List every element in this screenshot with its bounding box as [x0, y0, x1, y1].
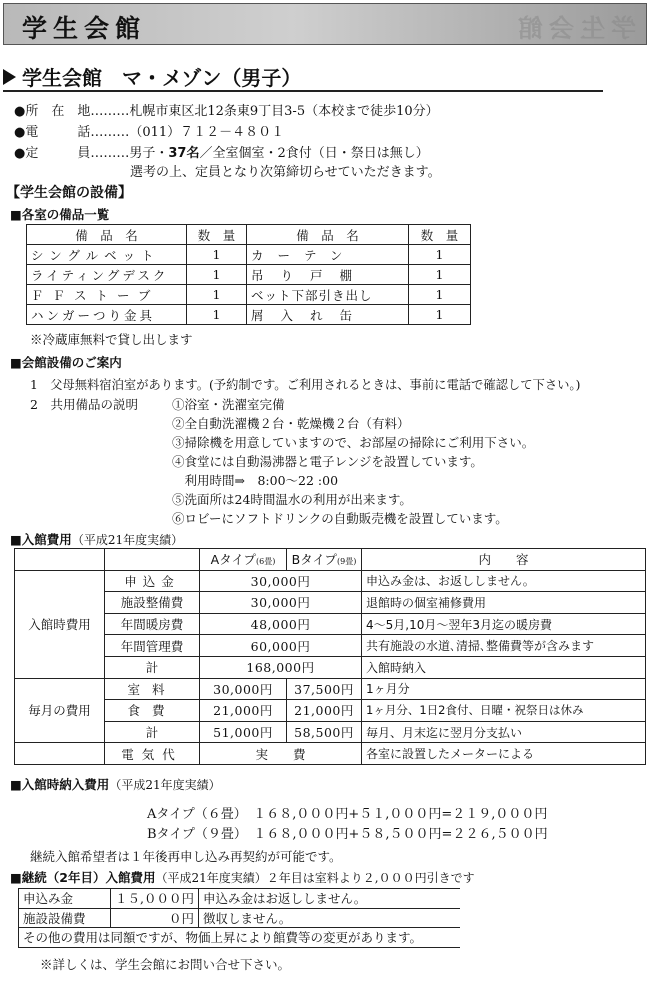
table-cell: ライティングデスク: [27, 265, 187, 285]
table-cell: 1: [409, 285, 471, 305]
entry-b-line: Bタイプ（９畳） １６８,０００円+５８,５００円=２２６,５００円: [147, 827, 548, 842]
table-cell: 実 費: [200, 743, 362, 765]
table-cell: 168,000円: [200, 656, 362, 678]
group-label: 毎月の費用: [15, 678, 105, 743]
table-header-cell: [105, 549, 200, 571]
table-cell: 51,000円: [200, 721, 287, 743]
equipment-table: [26, 224, 471, 325]
table-cell: 21,000円: [287, 700, 362, 722]
table-header-cell: [287, 549, 362, 571]
table-row: [15, 635, 646, 657]
table-row: [15, 678, 646, 700]
triangle-icon: [3, 69, 16, 85]
table-cell: 58,500円: [287, 721, 362, 743]
table-cell: 4～5月,10月～翌年3月迄の暖房費: [362, 613, 646, 635]
table-cell: 毎月、月末迄に翌月分支払い: [362, 721, 646, 743]
table-row: [27, 245, 471, 265]
phone-label: ●電 話………: [14, 125, 130, 140]
continuation-title: [10, 868, 475, 886]
table-cell: ０円: [111, 908, 199, 928]
table-cell: 計: [105, 656, 200, 678]
table-row: [15, 613, 646, 635]
capacity-note: 選考の上、定員となり次第締切らせていただきます。: [130, 165, 441, 180]
guide-line: ③掃除機を用意していますので、お部屋の掃除にご利用下さい。: [172, 435, 535, 450]
guide-line: ①浴室・洗濯室完備: [172, 397, 285, 412]
continuation-title-note: （平成21年度実績）２年目は室料より２,０００円引きです: [155, 871, 475, 885]
table-cell: 1: [187, 265, 247, 285]
table-header-cell: [200, 549, 287, 571]
table-cell: その他の費用は同額ですが、物価上昇により館費等の変更があります。: [19, 928, 461, 948]
entry-payment-title: [10, 775, 221, 793]
guide-line: 利用時間⇒ 8:00～22 :00: [172, 473, 339, 488]
table-header-cell: [15, 549, 105, 571]
table-cell: 施設設備費: [19, 908, 111, 928]
continuation-table: [18, 888, 460, 948]
equipment-list-title: ■各室の備品一覧: [10, 207, 110, 222]
table-cell: 退館時の個室補修費用: [362, 592, 646, 614]
header-ghost-title: 学生会館: [511, 14, 636, 43]
table-row: [15, 700, 646, 722]
table-header-row: [15, 549, 646, 571]
table-cell: 1: [187, 285, 247, 305]
equipment-section-title: 【学生会館の設備】: [6, 185, 132, 201]
header-band: [3, 3, 647, 45]
table-cell: 60,000円: [200, 635, 362, 657]
capacity-count: 37名: [168, 146, 200, 161]
table-header-cell: 備 品 名: [247, 225, 409, 245]
fees-title-text: ■入館費用: [10, 532, 72, 547]
table-cell: 1: [409, 265, 471, 285]
table-row: [15, 570, 646, 592]
table-cell: 1: [187, 305, 247, 325]
table-cell: ハンガーつり金具: [27, 305, 187, 325]
table-row: [15, 592, 646, 614]
table-cell: 申込み金はお返ししません。: [198, 889, 460, 909]
table-row: [15, 656, 646, 678]
table-row: [19, 908, 461, 928]
capacity-row: [14, 142, 429, 161]
table-row: [19, 889, 461, 909]
capacity-label: ●定 員………: [14, 146, 130, 161]
table-cell: 吊り戸棚: [247, 265, 409, 285]
table-cell: ベット下部引き出し: [247, 285, 409, 305]
table-cell: 37,500円: [287, 678, 362, 700]
table-cell: 30,000円: [200, 592, 362, 614]
capacity-pre: 男子・: [129, 146, 169, 161]
table-cell: 1ヶ月分、1日2食付、日曜・祝祭日は休み: [362, 700, 646, 722]
guide-line: ⑤洗面所は24時間温水の利用が出来ます。: [172, 492, 412, 507]
capacity-post: ／全室個室・2食付（日・祭日は無し）: [199, 146, 429, 161]
guide-line: ④食堂には自動湯沸器と電子レンジを設置しています。: [172, 454, 483, 469]
table-cell: 屑入れ缶: [247, 305, 409, 325]
table-cell: 48,000円: [200, 613, 362, 635]
table-cell: 施設整備費: [105, 592, 200, 614]
table-cell: 申込み金は、お返ししません。: [362, 570, 646, 592]
address-row: [14, 100, 439, 119]
guide-line: ⑥ロビーにソフトドリンクの自動販売機を設置しています。: [172, 511, 508, 526]
table-header-cell: 数 量: [409, 225, 471, 245]
fees-title: [10, 530, 183, 548]
guide-item-1: 1 父母無料宿泊室があります。(予約制です。ご利用されるときは、事前に電話で確認して下さい。): [30, 378, 581, 392]
table-header-row: [27, 225, 471, 245]
contact-note: ※詳しくは、学生会館にお問い合せ下さい。: [40, 957, 291, 972]
address-value: 札幌市東区北12条東9丁目3-5（本校まで徒歩10分）: [129, 104, 439, 119]
table-cell: 計: [105, 721, 200, 743]
facility-title: [3, 62, 603, 92]
table-cell: 1ヶ月分: [362, 678, 646, 700]
table-cell: 入館時納入: [362, 656, 646, 678]
fees-title-note: （平成21年度実績）: [71, 533, 184, 547]
entry-a-line: Aタイプ（６畳） １６８,０００円+５１,０００円=２１９,０００円: [147, 807, 548, 822]
fees-table: [14, 548, 646, 765]
table-cell: 徴収しません。: [198, 908, 460, 928]
table-cell: カーテン: [247, 245, 409, 265]
group-label: 入館時費用: [15, 570, 105, 678]
table-row: [27, 265, 471, 285]
phone-row: [14, 121, 284, 140]
table-header-cell: 数 量: [187, 225, 247, 245]
continuation-title-text: ■継続（2年目）入館費用: [10, 870, 156, 885]
entry-note: 継続入館希望者は１年後再申し込み再契約が可能です。: [30, 849, 342, 864]
guide-line: ②全自動洗濯機２台・乾燥機２台（有料）: [172, 416, 410, 431]
table-cell: 年間暖房費: [105, 613, 200, 635]
table-cell: 21,000円: [200, 700, 287, 722]
type-a-header: Aタイプ: [210, 552, 257, 568]
table-row: [19, 928, 461, 948]
table-header-cell: 備 品 名: [27, 225, 187, 245]
table-row: [15, 721, 646, 743]
table-cell: 30,000円: [200, 570, 362, 592]
phone-value: （011）７１２－４８０１: [129, 125, 285, 140]
table-cell: 1: [187, 245, 247, 265]
facility-title-text: 学生会館 マ・メゾン（男子）: [22, 66, 302, 90]
table-cell: 申込み金: [19, 889, 111, 909]
table-cell: １５,０００円: [111, 889, 199, 909]
table-row: [27, 285, 471, 305]
table-cell: 電気代: [105, 743, 200, 765]
entry-payment-title-note: （平成21年度実績）: [109, 778, 221, 792]
guide-item-2-label: 2 共用備品の説明: [30, 397, 138, 412]
table-cell: 1: [409, 245, 471, 265]
table-cell: 共有施設の水道､清掃､整備費等が含みます: [362, 635, 646, 657]
type-b-sub: (9畳): [337, 557, 357, 567]
table-row: [15, 743, 646, 765]
table-cell: 申込金: [105, 570, 200, 592]
table-cell: 年間管理費: [105, 635, 200, 657]
table-cell: ＦＦストーブ: [27, 285, 187, 305]
table-row: [27, 305, 471, 325]
table-cell: 各室に設置したメーターによる: [362, 743, 646, 765]
table-header-cell: 内 容: [362, 549, 646, 571]
type-a-sub: (6畳): [256, 557, 276, 567]
table-cell: 1: [409, 305, 471, 325]
fridge-note: ※冷蔵庫無料で貸し出します: [30, 332, 193, 347]
table-cell: 室料: [105, 678, 200, 700]
type-b-header: Bタイプ: [291, 552, 338, 568]
header-title: 学生会館: [22, 14, 147, 43]
table-cell: シングルベット: [27, 245, 187, 265]
guide-title: ■会館設備のご案内: [10, 355, 122, 370]
table-cell: 食費: [105, 700, 200, 722]
address-label: ●所 在 地………: [14, 104, 130, 119]
table-cell: [15, 743, 105, 765]
entry-payment-title-text: ■入館時納入費用: [10, 777, 110, 792]
table-cell: 30,000円: [200, 678, 287, 700]
